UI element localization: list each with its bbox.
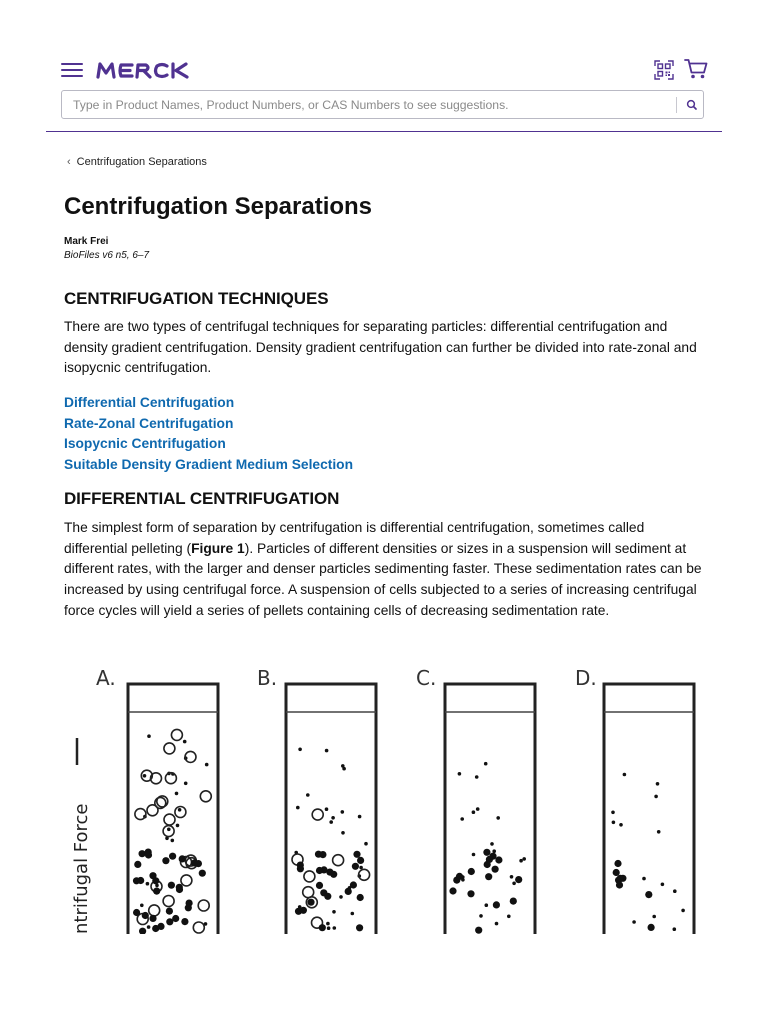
particle-dense [176, 886, 183, 893]
particle-small [656, 782, 660, 786]
chevron-left-icon: ‹ [67, 156, 71, 168]
particle-dense [352, 863, 359, 870]
particle-small [619, 823, 623, 827]
particle-small [333, 926, 337, 930]
particle-large [333, 855, 344, 866]
particle-small [623, 773, 627, 777]
particle-dense [648, 924, 655, 931]
particle-small [146, 882, 150, 886]
particle-dense [172, 915, 179, 922]
site-header [0, 0, 768, 134]
particle-large [163, 826, 174, 837]
breadcrumb-link-current[interactable]: Centrifugation Separations [76, 156, 207, 168]
particle-large [175, 807, 186, 818]
particle-small [325, 749, 329, 753]
figure-1-illustration [64, 662, 709, 934]
particle-dense [613, 869, 620, 876]
figure-reference: Figure 1 [191, 540, 245, 556]
particle-dense [157, 923, 164, 930]
panel-label-c: C. [416, 666, 437, 690]
search-icon [682, 95, 702, 115]
particle-dense [357, 894, 364, 901]
particle-dense [449, 887, 456, 894]
particle-small [327, 926, 331, 930]
particle-large [149, 905, 160, 916]
author-name: Mark Frei [64, 236, 109, 247]
particle-small [657, 830, 661, 834]
particle-dense [191, 859, 198, 866]
particle-small [326, 922, 330, 926]
particle-small [329, 820, 333, 824]
particle-small [612, 821, 616, 825]
particle-small [358, 815, 362, 819]
techniques-paragraph: There are two types of centrifugal techniques for separating particles: differential centrifugation and density gradient centrifugation. Density gradient centrifugation can further be divided into rate-zonal and isopycnic centrifugation. [64, 319, 697, 376]
particle-dense [510, 898, 517, 905]
particle-dense [166, 908, 173, 915]
particle-small [485, 903, 489, 907]
particle-small [484, 762, 488, 766]
toc-link-isopycnic[interactable]: Isopycnic Centrifugation [64, 436, 226, 452]
particle-large [193, 922, 204, 933]
particle-dense [645, 891, 652, 898]
toc-link-differential[interactable]: Differential Centrifugation [64, 395, 235, 410]
particle-large [163, 896, 174, 907]
particle-dense [169, 853, 176, 860]
particle-large [171, 729, 182, 740]
particle-dense [475, 927, 482, 934]
particle-small [147, 925, 151, 929]
particle-dense [139, 928, 146, 934]
qr-code-icon[interactable] [654, 60, 674, 80]
page-title: Centrifugation Separations [64, 193, 373, 220]
particle-dense [467, 890, 474, 897]
particle-dense [300, 907, 307, 914]
search-divider [676, 97, 677, 113]
particle-large [135, 809, 146, 820]
particle-small [332, 910, 336, 914]
search-button[interactable] [682, 95, 702, 115]
particle-dense [345, 888, 352, 895]
particle-small [673, 927, 677, 931]
particle-small [458, 772, 462, 776]
particle-dense [493, 901, 500, 908]
particle-small [652, 915, 656, 919]
section-heading-techniques: CENTRIFUGATION TECHNIQUES [64, 289, 329, 308]
particle-dense [307, 899, 314, 906]
particle-dense [495, 856, 502, 863]
particle-dense [162, 857, 169, 864]
merck-logo[interactable] [96, 60, 190, 80]
particle-dense [149, 915, 156, 922]
particle-large [164, 743, 175, 754]
particle-dense [297, 865, 304, 872]
particle-large [200, 791, 211, 802]
paragraph-text-start: The simplest form of separation by centrifugation is differential centrifugation, sometimes called differential pelleting ( [64, 520, 645, 556]
particle-small [476, 807, 480, 811]
particle-small [143, 774, 147, 778]
particle-dense [617, 875, 624, 882]
particle-large [312, 809, 323, 820]
particle-small [184, 782, 188, 786]
particle-dense [142, 912, 149, 919]
particle-dense [483, 849, 490, 856]
particle-small [512, 882, 516, 886]
particle-small [171, 839, 175, 843]
particle-small [479, 914, 483, 918]
particle-dense [324, 893, 331, 900]
particle-dense [330, 871, 337, 878]
particle-dense [616, 881, 623, 888]
particle-large [165, 773, 176, 784]
particle-dense [168, 882, 175, 889]
particle-dense [614, 860, 621, 867]
table-of-contents [64, 393, 353, 475]
particle-large [164, 814, 175, 825]
panel-label-b: B. [257, 666, 278, 690]
header-divider [46, 131, 722, 132]
particle-dense [139, 850, 146, 857]
particle-small [472, 810, 476, 814]
axis-label-centrifugal-force: ntrifugal Force [71, 803, 92, 934]
menu-icon[interactable] [61, 61, 83, 79]
particle-dense [186, 900, 193, 907]
particle-dense [353, 851, 360, 858]
particle-small [472, 853, 476, 857]
particle-small [325, 807, 329, 811]
particle-dense [485, 873, 492, 880]
cart-icon[interactable] [684, 58, 708, 80]
particle-dense [515, 876, 522, 883]
particle-small [661, 883, 665, 887]
particle-dense [133, 909, 140, 916]
particle-dense [357, 857, 364, 864]
particle-small [611, 811, 615, 815]
particle-dense [153, 888, 160, 895]
merck-logo-mark [96, 60, 190, 80]
particle-dense [145, 849, 152, 856]
particle-small [342, 767, 346, 771]
search-input[interactable] [62, 91, 674, 118]
particle-dense [319, 851, 326, 858]
particle-small [183, 740, 187, 744]
particle-small [147, 734, 151, 738]
search-bar [61, 90, 704, 119]
panel-label-d: D. [575, 666, 597, 690]
particle-small [490, 842, 494, 846]
toc-link-gradient-medium[interactable]: Suitable Density Gradient Medium Selection [64, 456, 354, 472]
particle-dense [179, 855, 186, 862]
particle-dense [319, 924, 326, 931]
tubes-group [128, 684, 694, 934]
particle-small [341, 831, 345, 835]
particle-small [681, 909, 685, 913]
particle-small [496, 816, 500, 820]
particle-small [351, 912, 355, 916]
particle-small [178, 808, 182, 812]
particle-small [460, 817, 464, 821]
particle-small [654, 795, 658, 799]
panel-label-a: A. [96, 666, 116, 690]
particle-small [632, 920, 636, 924]
particle-small [176, 824, 180, 828]
particle-small [298, 748, 302, 752]
particle-small [306, 793, 310, 797]
particle-small [475, 775, 479, 779]
paragraph-text-end: ). Particles of different densities or sizes in a suspension will sediment at different rates, with the larger and denser particles sedimenting faster. These sedimentation rates can be increased by using centrifugal force. A suspension of cells subjected to a series of increasing centrifugal force cycles will yield a series of pellets containing cells of decreasing sedimentation rate. [64, 540, 702, 618]
particle-small [507, 915, 511, 919]
particle-small [519, 859, 523, 863]
particle-small [341, 810, 345, 814]
particle-small [175, 792, 179, 796]
particle-small [522, 857, 526, 861]
particle-small [205, 763, 209, 767]
tube-outline [445, 684, 535, 934]
differential-paragraph [64, 518, 709, 622]
particle-large [181, 875, 192, 886]
particle-small [495, 922, 499, 926]
particle-dense [181, 918, 188, 925]
particle-large [147, 805, 158, 816]
particle-dense [486, 856, 493, 863]
particle-small [296, 806, 300, 810]
particle-small [642, 877, 646, 881]
particle-dense [137, 877, 144, 884]
toc-link-rate-zonal[interactable]: Rate-Zonal Centrifugation [64, 415, 234, 431]
particle-dense [152, 877, 159, 884]
citation: BioFiles v6 n5, 6–7 [64, 250, 150, 261]
particle-small [339, 895, 343, 899]
section-heading-differential: DIFFERENTIAL CENTRIFUGATION [64, 489, 340, 508]
particle-dense [316, 867, 323, 874]
particle-small [673, 889, 677, 893]
particle-dense [492, 866, 499, 873]
particle-dense [468, 868, 475, 875]
figure-1 [64, 662, 709, 934]
particle-small [364, 842, 368, 846]
particle-dense [316, 882, 323, 889]
particle-small [167, 828, 171, 832]
particle-dense [456, 873, 463, 880]
breadcrumb [67, 155, 207, 169]
particle-dense [134, 861, 141, 868]
particle-small [492, 849, 496, 853]
particle-dense [356, 924, 363, 931]
particle-dense [350, 881, 357, 888]
particle-large [198, 900, 209, 911]
particle-small [140, 904, 144, 908]
particle-small [510, 875, 514, 879]
particle-dense [199, 870, 206, 877]
particle-large [304, 871, 315, 882]
particle-small [331, 816, 335, 820]
